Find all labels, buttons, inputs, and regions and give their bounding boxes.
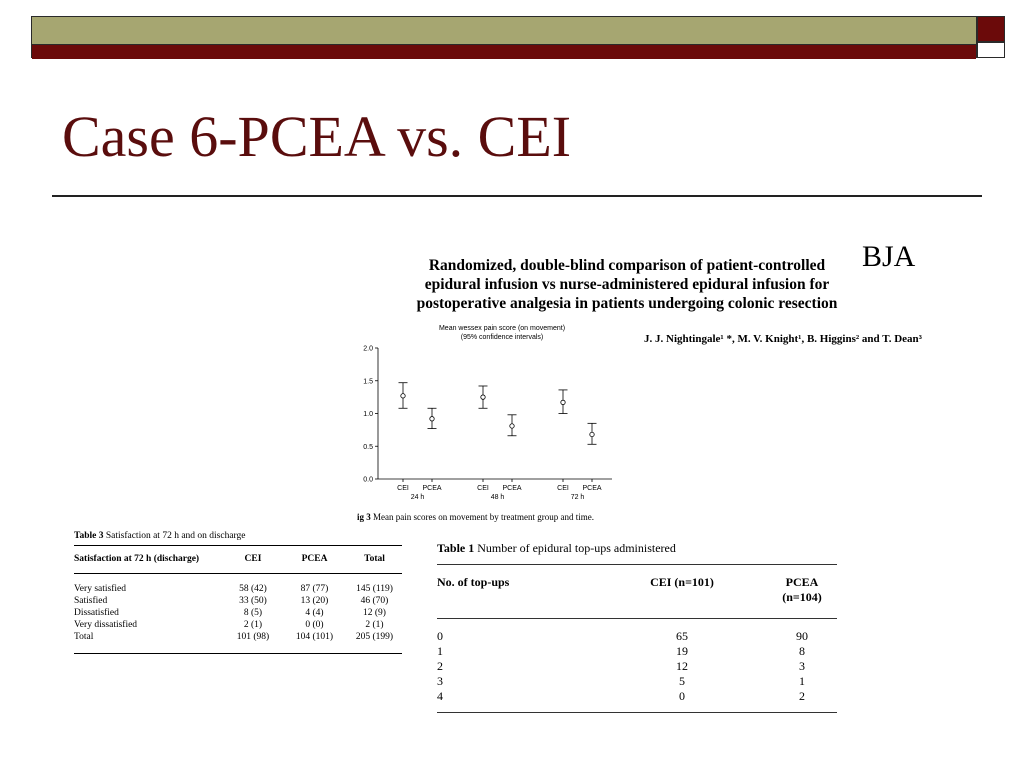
table-cell: 12 (9) [363, 608, 386, 618]
table-cell: 13 (20) [300, 596, 329, 606]
paper-authors: J. J. Nightingale¹ *, M. V. Knight¹, B. Higgins² and T. Dean³ [644, 333, 922, 345]
table-cell: 12 [676, 659, 688, 673]
paper-title-line: postoperative analgesia in patients undergoing colonic resection [416, 295, 838, 312]
mean-point [430, 417, 434, 421]
table-cell: Dissatisfied [74, 608, 119, 618]
table-cell: 8 (5) [243, 608, 263, 618]
header-corner-red [977, 16, 1005, 42]
table-row [437, 674, 837, 689]
table-header: CEI (n=101) [650, 575, 714, 589]
topups-table-caption [437, 541, 837, 556]
title-divider [52, 195, 982, 197]
header-corner-white [977, 42, 1005, 58]
table-cell: 65 [676, 629, 688, 643]
time-group-label: 48 h [490, 494, 505, 501]
x-tick-label: CEI [477, 485, 489, 492]
y-tick-label: 2.0 [363, 345, 373, 353]
pain-score-chart [350, 318, 620, 506]
table-cell: 1 [799, 674, 805, 688]
y-tick-label: 1.0 [363, 411, 373, 418]
table-cell: 2 (1) [365, 620, 384, 630]
table-header: PCEA (n=104) [782, 575, 822, 604]
table-cell: 1 [437, 644, 443, 658]
table-cell: 3 [799, 659, 805, 673]
table-row [437, 644, 837, 659]
table-row [74, 607, 402, 619]
figure-caption-text: Mean pain scores on movement by treatment group and time. [370, 512, 594, 522]
table-header: Satisfaction at 72 h (discharge) [74, 554, 200, 564]
table-cell: 104 (101) [295, 632, 334, 642]
paper-title-line: epidural infusion vs nurse-administered epidural infusion for [424, 276, 830, 293]
table-cell: Total [74, 632, 94, 642]
table-cell: Satisfied [74, 596, 108, 606]
topups-table-label: Table 1 [437, 541, 475, 555]
table-cell: 58 (42) [239, 584, 267, 594]
table-cell: 0 [437, 629, 443, 643]
table-rule [437, 712, 837, 713]
table-row [437, 659, 837, 674]
satisfaction-table-caption-text: Satisfaction at 72 h and on discharge [103, 531, 246, 541]
table-cell: Very satisfied [74, 584, 126, 594]
time-group-label: 72 h [570, 494, 585, 501]
table-row [74, 595, 402, 607]
y-tick-label: 1.5 [363, 378, 373, 386]
table-cell: 0 [679, 689, 685, 703]
table-cell: 101 (98) [236, 632, 270, 642]
table-body [437, 619, 837, 712]
table-row [74, 631, 402, 643]
topups-table [437, 541, 837, 713]
table-cell: 46 (70) [360, 596, 389, 606]
table-cell: 2 (1) [243, 620, 263, 630]
table-cell: 5 [679, 674, 685, 688]
slide-title: Case 6-PCEA vs. CEI [62, 104, 572, 169]
table-cell: 205 (199) [355, 632, 394, 642]
header-band-red [32, 44, 976, 59]
table-body [74, 574, 402, 653]
table-cell: 0 (0) [305, 620, 324, 630]
table-header: CEI [244, 554, 262, 564]
mean-point [401, 394, 405, 398]
x-tick-label: CEI [557, 485, 569, 492]
mean-point [481, 395, 485, 399]
satisfaction-table [74, 531, 402, 654]
journal-logo: BJA [862, 240, 916, 273]
time-group-label: 24 h [410, 494, 425, 501]
mean-point [590, 432, 594, 436]
table-header: PCEA [301, 554, 328, 564]
figure-caption [357, 512, 594, 522]
table-cell: 8 [799, 644, 805, 658]
table-cell: 4 [437, 689, 443, 703]
y-tick-label: 0.5 [363, 443, 373, 451]
table-cell: 33 (50) [239, 596, 267, 606]
chart-title: Mean wessex pain score (on movement) [438, 325, 566, 332]
table-cell: 90 [796, 629, 808, 643]
paper-title-line: Randomized, double-blind comparison of patient-controlled [428, 257, 826, 274]
table-rule [74, 653, 402, 654]
table-row [437, 629, 837, 644]
header-band [31, 16, 977, 58]
table-cell: 4 (4) [305, 608, 324, 618]
mean-point [561, 400, 565, 404]
paper-title [392, 256, 862, 313]
table-header-row [437, 565, 837, 618]
chart-subtitle: (95% confidence intervals) [460, 334, 544, 341]
table-cell: 2 [799, 689, 805, 703]
satisfaction-table-caption [74, 531, 402, 541]
table-row [74, 583, 402, 595]
table-cell: 87 (77) [300, 584, 329, 594]
topups-table-caption-text: Number of epidural top-ups administered [474, 541, 676, 555]
table-header: No. of top-ups [437, 575, 510, 589]
table-header-row [74, 546, 402, 573]
table-cell: 2 [437, 659, 443, 673]
table-cell: 145 (119) [356, 584, 393, 594]
x-tick-label: PCEA [582, 485, 602, 492]
table-header: Total [364, 554, 385, 564]
x-tick-label: PCEA [502, 485, 522, 492]
header-band-olive [32, 17, 976, 44]
table-row [74, 619, 402, 631]
satisfaction-table-label: Table 3 [74, 531, 104, 541]
table-cell: 3 [437, 674, 443, 688]
x-tick-label: PCEA [422, 485, 442, 492]
figure-caption-label: ig 3 [357, 512, 371, 522]
x-tick-label: CEI [397, 485, 409, 492]
mean-point [510, 424, 514, 428]
table-cell: 19 [676, 644, 688, 658]
table-cell: Very dissatisfied [74, 620, 138, 630]
y-tick-label: 0.0 [363, 476, 373, 484]
table-row [437, 689, 837, 704]
